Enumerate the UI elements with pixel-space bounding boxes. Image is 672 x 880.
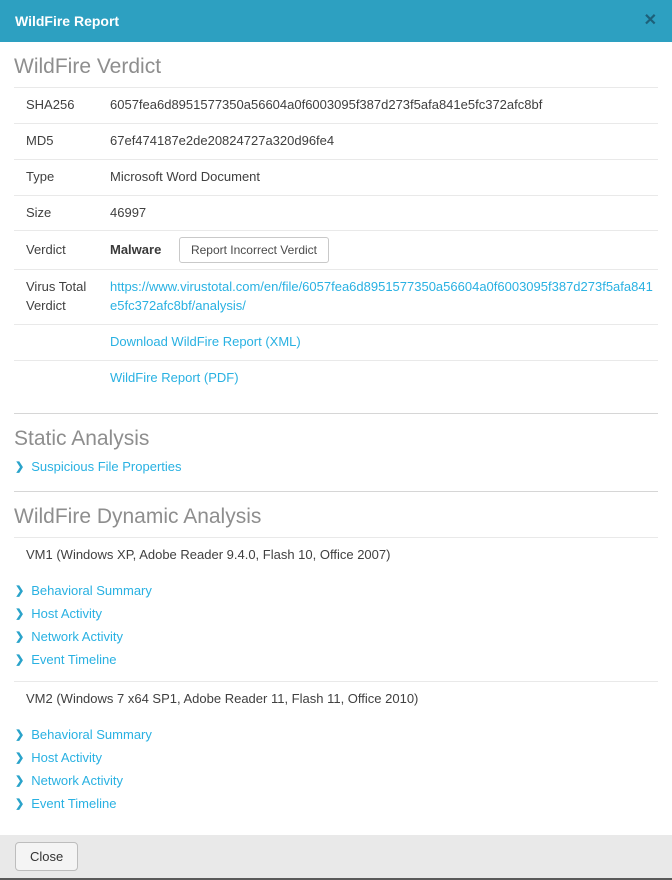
vm2-network-activity-item[interactable]	[15, 773, 658, 788]
vm2-event-timeline-item[interactable]	[15, 796, 658, 811]
file-type-value: Microsoft Word Document	[110, 168, 261, 184]
chevron-right-icon: ❯	[15, 751, 25, 764]
host-activity-link[interactable]: Host Activity	[31, 605, 103, 621]
table-row-sha256	[14, 87, 658, 123]
chevron-right-icon: ❯	[15, 653, 25, 666]
row-label: MD5	[26, 132, 54, 148]
row-label: Size	[26, 204, 52, 220]
row-label: Type	[26, 168, 55, 184]
modal-title: WildFire Report	[15, 13, 120, 29]
network-activity-link[interactable]: Network Activity	[31, 772, 123, 788]
vm1-event-timeline-item[interactable]	[15, 652, 658, 667]
close-button[interactable]: Close	[15, 842, 78, 871]
chevron-right-icon: ❯	[15, 460, 25, 473]
md5-value: 67ef474187e2de20824727a320d96fe4	[110, 132, 335, 148]
vm2-links	[14, 727, 658, 811]
modal-footer	[0, 835, 672, 880]
section-divider	[14, 491, 658, 492]
file-size-value: 46997	[110, 204, 147, 220]
vm2-label-row: VM2 (Windows 7 x64 SP1, Adobe Reader 11, Flash 11, Office 2010)	[14, 681, 658, 715]
dynamic-analysis-heading: WildFire Dynamic Analysis	[14, 504, 262, 528]
sha256-value: 6057fea6d8951577350a56604a0f6003095f387d273f5afa841e5fc372afc8bf	[110, 97, 543, 112]
table-row-size	[14, 195, 658, 231]
download-xml-report-link[interactable]: Download WildFire Report (XML)	[110, 334, 301, 350]
chevron-right-icon: ❯	[15, 607, 25, 620]
static-analysis-heading: Static Analysis	[14, 426, 150, 450]
verdict-table	[14, 87, 658, 396]
close-icon[interactable]: ✕	[643, 12, 657, 29]
verdict-value-cell	[110, 237, 658, 263]
behavioral-summary-link[interactable]: Behavioral Summary	[31, 582, 152, 598]
vm2-host-activity-item[interactable]	[15, 750, 658, 765]
behavioral-summary-link[interactable]: Behavioral Summary	[31, 726, 152, 742]
section-divider	[14, 413, 658, 414]
verdict-section-heading: WildFire Verdict	[14, 55, 162, 78]
row-label: Verdict	[26, 241, 66, 257]
report-incorrect-verdict-button[interactable]: Report Incorrect Verdict	[179, 237, 329, 263]
chevron-right-icon: ❯	[15, 630, 25, 643]
pdf-report-link[interactable]: WildFire Report (PDF)	[110, 369, 239, 385]
vm1-host-activity-item[interactable]	[15, 606, 658, 621]
row-label: SHA256	[26, 97, 75, 112]
table-row-virustotal	[14, 269, 658, 324]
vm1-links	[14, 583, 658, 667]
table-row-verdict	[14, 230, 658, 269]
chevron-right-icon: ❯	[15, 584, 25, 597]
row-label: Virus Total Verdict	[26, 279, 87, 314]
vm1-label-row: VM1 (Windows XP, Adobe Reader 9.4.0, Flash 10, Office 2007)	[14, 537, 658, 571]
table-row-md5	[14, 123, 658, 159]
vm2-behavioral-summary-item[interactable]	[15, 727, 658, 742]
event-timeline-link[interactable]: Event Timeline	[31, 651, 117, 667]
network-activity-link[interactable]: Network Activity	[31, 628, 123, 644]
modal-header	[0, 0, 672, 42]
suspicious-file-properties-item[interactable]	[15, 459, 658, 474]
vm1-behavioral-summary-item[interactable]	[15, 583, 658, 598]
chevron-right-icon: ❯	[15, 797, 25, 810]
table-row-pdf-report	[14, 360, 658, 396]
modal-body	[0, 42, 672, 835]
virustotal-link[interactable]: https://www.virustotal.com/en/file/6057fea6d8951577350a56604a0f6003095f387d273f5afa841e5fc372afc8bf/analysis/	[110, 279, 653, 314]
chevron-right-icon: ❯	[15, 728, 25, 741]
host-activity-link[interactable]: Host Activity	[31, 749, 103, 765]
verdict-badge: Malware	[110, 242, 162, 258]
chevron-right-icon: ❯	[15, 774, 25, 787]
suspicious-file-properties-link[interactable]: Suspicious File Properties	[31, 458, 182, 474]
table-row-type	[14, 159, 658, 195]
vm1-network-activity-item[interactable]	[15, 629, 658, 644]
table-row-xml-report	[14, 324, 658, 360]
event-timeline-link[interactable]: Event Timeline	[31, 795, 117, 811]
